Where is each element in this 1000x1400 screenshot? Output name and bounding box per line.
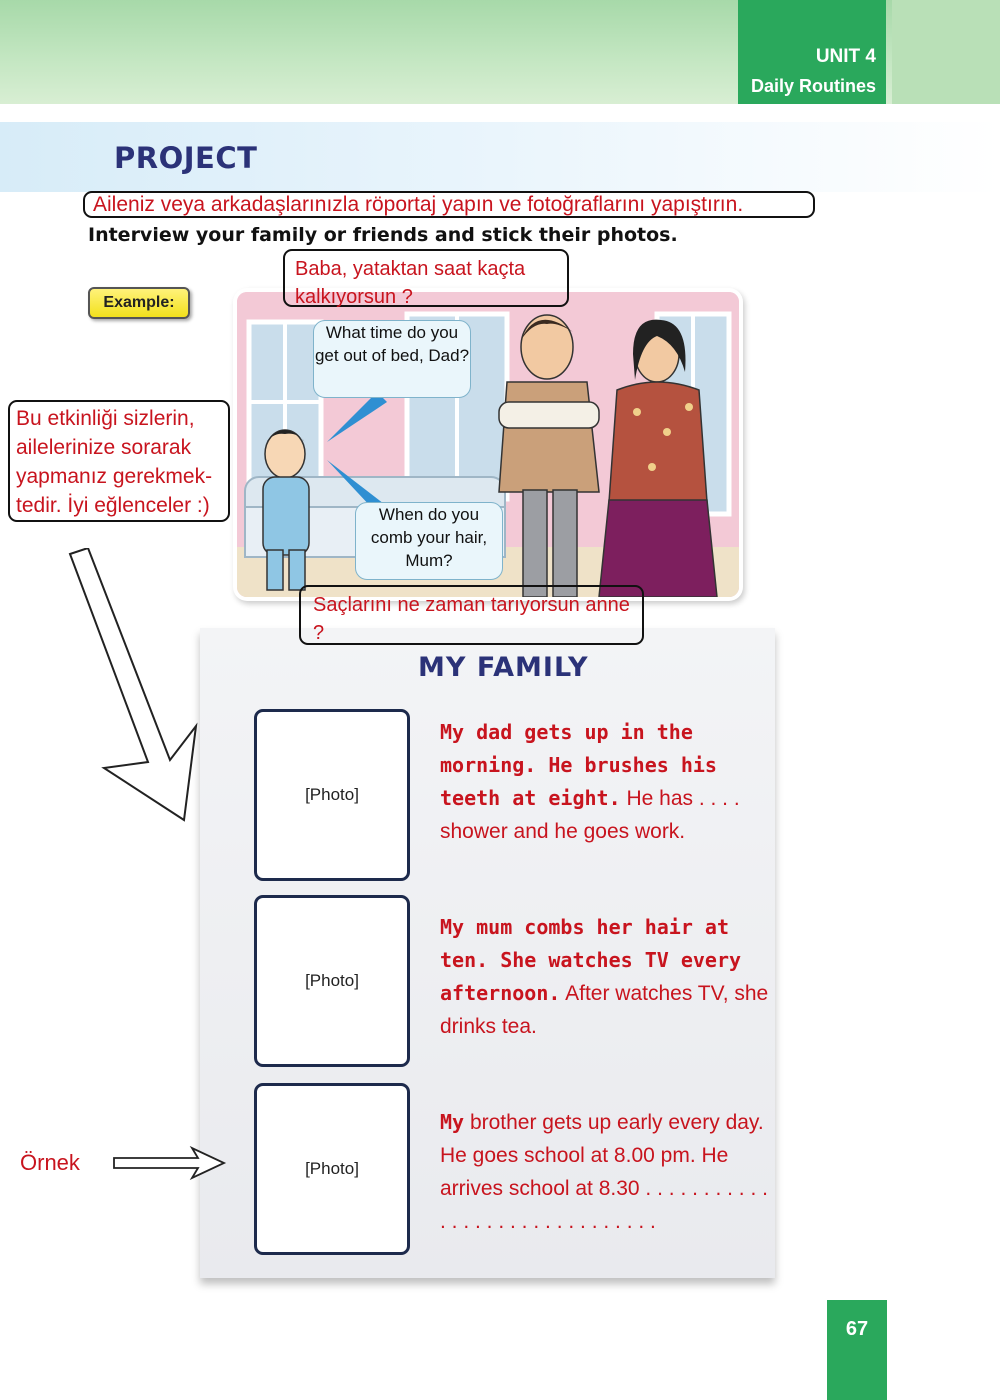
entry-handwritten-text: He has . . . . shower and he goes work. — [440, 787, 740, 843]
annotation-mum-question: Saçlarını ne zaman tarıyorsun anne ? — [299, 585, 644, 645]
speech-bubble-mum: When do you comb your hair, Mum? — [355, 502, 503, 580]
photo-placeholder: [Photo] — [254, 895, 410, 1067]
unit-label-box — [738, 0, 886, 104]
family-entry-dad — [440, 716, 770, 848]
photo-placeholder: [Photo] — [254, 1083, 410, 1255]
right-arrow-icon — [112, 1146, 228, 1180]
example-badge: Example: — [88, 287, 190, 319]
instruction-turkish: Aileniz veya arkadaşlarınızla röportaj yapın ve fotoğraflarını yapıştırın. — [83, 191, 815, 218]
entry-printed-text: My dad gets up in the morning. He brushes his teeth at eight. — [440, 720, 717, 810]
photo-placeholder: [Photo] — [254, 709, 410, 881]
unit-subtitle: Daily Routines — [750, 76, 876, 96]
family-title: MY FAMILY — [418, 652, 589, 683]
speech-bubble-dad: What time do you get out of bed, Dad? — [313, 320, 471, 398]
family-entry-mum — [440, 911, 770, 1043]
header-right-band — [892, 0, 1000, 104]
unit-title: UNIT 4 — [815, 46, 876, 67]
entry-handwritten-text: brother gets up early every day. He goes school at 8.00 pm. He arrives school at 8.30 . . . . . . . . . . . . . . . . . . . . . . . . . . . . . . — [440, 1111, 768, 1233]
family-illustration — [237, 292, 739, 597]
ornek-label: Örnek — [20, 1150, 80, 1175]
instruction-english: Interview your family or friends and stick their photos. — [88, 224, 678, 246]
entry-printed-text: My mum combs her hair at ten. She watches TV every afternoon. — [440, 915, 742, 1005]
down-arrow-icon — [60, 548, 210, 828]
entry-printed-text: My — [440, 1110, 465, 1134]
side-note: Bu etkinliği sizlerin, ailelerinize sorarak yapmanız gerekmek-tedir. İyi eğlenceler :) — [8, 400, 230, 522]
family-entry-brother — [440, 1106, 770, 1238]
page-number: 67 — [827, 1300, 887, 1400]
annotation-dad-question: Baba, yataktan saat kaçta kalkıyorsun ? — [283, 249, 569, 307]
entry-handwritten-text: After watches TV, she drinks tea. — [440, 982, 769, 1038]
page-title: PROJECT — [114, 141, 258, 175]
